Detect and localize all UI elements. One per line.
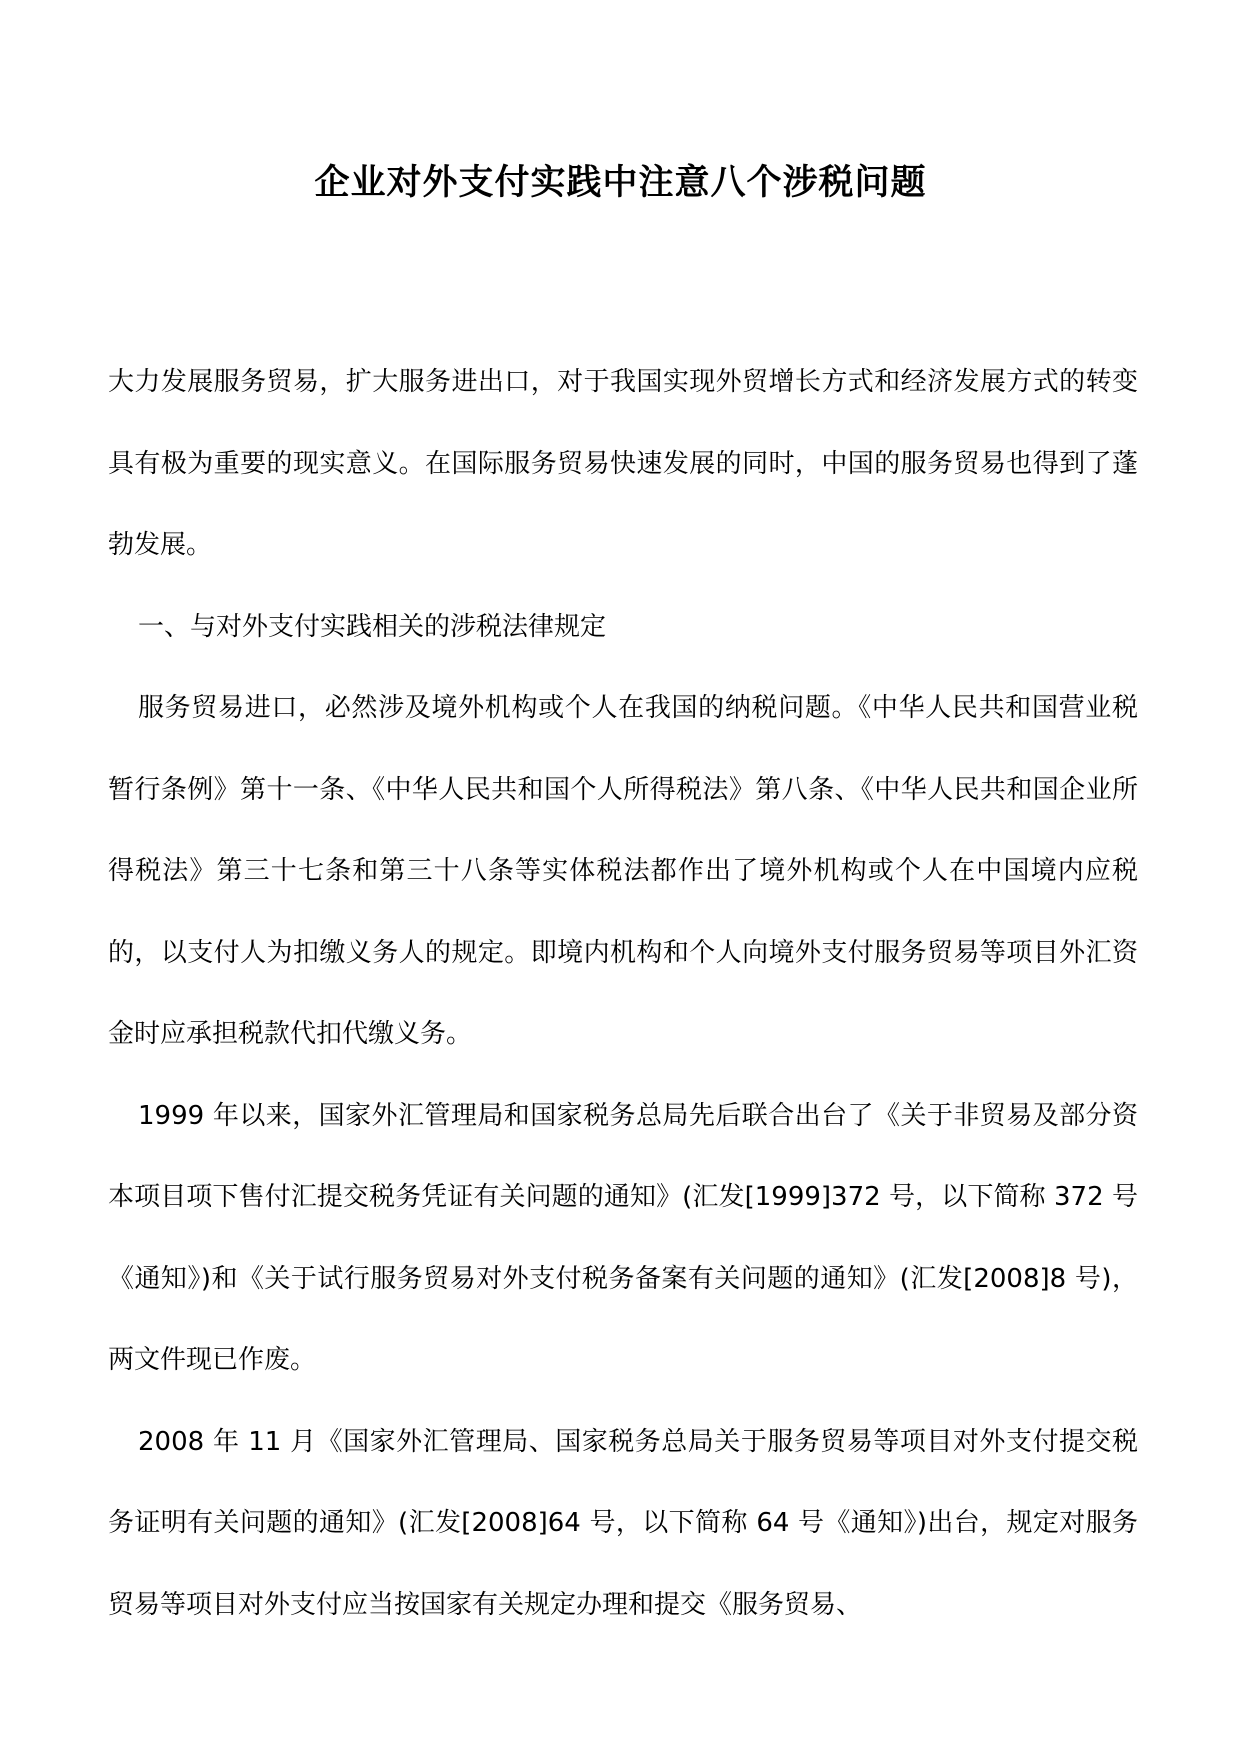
- paragraph-2008: 2008 年 11 月《国家外汇管理局、国家税务总局关于服务贸易等项目对外支付提交税务证明有关问题的通知》(汇发[2008]64 号，以下简称 64 号《通知》)出台，规定对服务贸易等项目对外支付应当按国家有关规定办理和提交《服务贸易、: [108, 1426, 1138, 1620]
- section-heading-1: 一、与对外支付实践相关的涉税法律规定: [138, 611, 607, 642]
- document-body: [108, 342, 1138, 1646]
- paragraph-tax-law: 服务贸易进口，必然涉及境外机构或个人在我国的纳税问题。《中华人民共和国营业税暂行条例》第十一条、《中华人民共和国个人所得税法》第八条、《中华人民共和国企业所得税法》第三十七条和第三十八条等实体税法都作出了境外机构或个人在中国境内应税的，以支付人为扣缴义务人的规定。即境内机构和个人向境外支付服务贸易等项目外汇资金时应承担税款代扣代缴义务。: [108, 693, 1138, 1049]
- document-title: 企业对外支付实践中注意八个涉税问题: [314, 162, 927, 203]
- paragraph-intro: 大力发展服务贸易，扩大服务进出口，对于我国实现外贸增长方式和经济发展方式的转变具有极为重要的现实意义。在国际服务贸易快速发展的同时，中国的服务贸易也得到了蓬勃发展。: [108, 367, 1138, 560]
- paragraph-1999: 1999 年以来，国家外汇管理局和国家税务总局先后联合出台了《关于非贸易及部分资本项目项下售付汇提交税务凭证有关问题的通知》(汇发[1999]372 号，以下简称 372 号《通知》)和《关于试行服务贸易对外支付税务备案有关问题的通知》(汇发[2008]8 号)，两文件现已作废。: [108, 1100, 1138, 1375]
